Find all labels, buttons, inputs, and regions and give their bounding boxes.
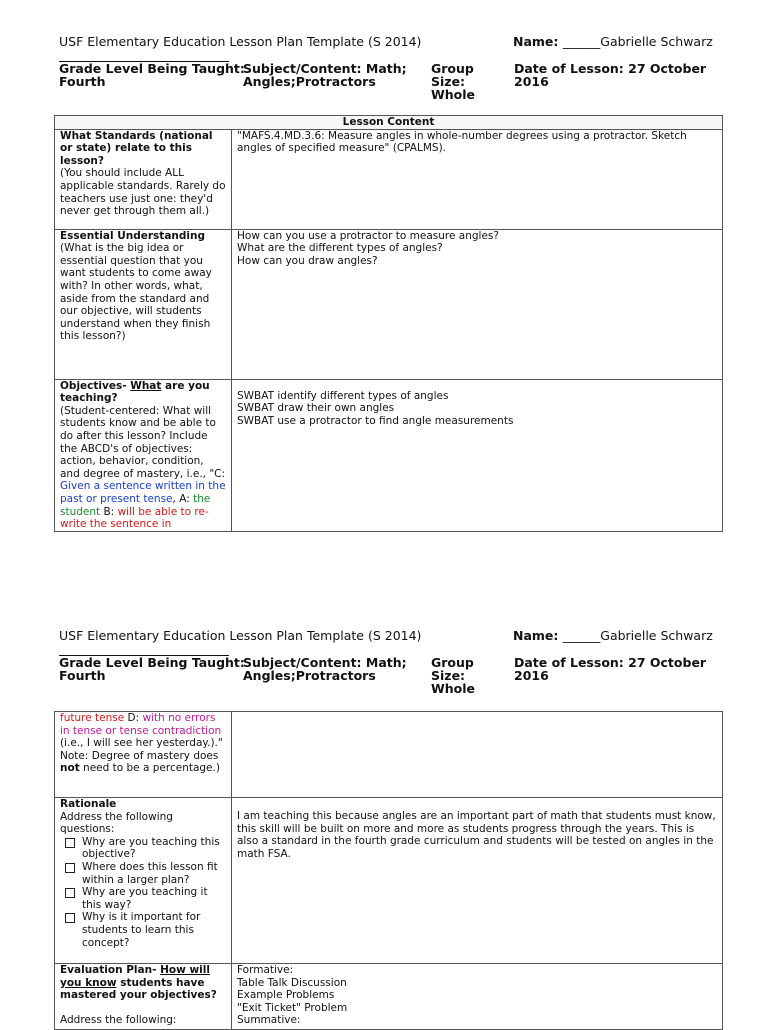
evaluation-label-post: students have mastered your objectives? (60, 976, 217, 1002)
lesson-content-heading: Lesson Content (55, 116, 723, 130)
standards-label: What Standards (national or state) relate to this lesson? (60, 129, 213, 167)
standards-note: (You should include ALL applicable standards. Rarely do teachers use just one: they'd never get through them all.) (60, 167, 226, 218)
group-size (431, 62, 475, 101)
essential-line: What are the different types of angles? (237, 242, 443, 255)
group-size (431, 656, 475, 695)
objective-line: SWBAT identify different types of angles (237, 389, 449, 402)
objective-line: SWBAT use a protractor to find angle measurements (237, 414, 514, 427)
objectives-behavior-text: will be able to re-write the sentence in (60, 505, 209, 531)
name-field (513, 34, 713, 49)
objectives-note (60, 405, 226, 530)
lesson-date (514, 656, 706, 682)
mastery-note-text: Note: Degree of mastery does (60, 749, 219, 762)
grade-label: Grade Level Being Taught: (59, 61, 245, 76)
mastery-note-text: need to be a percentage.) (79, 762, 220, 775)
size-label: Size: (431, 668, 466, 683)
objectives-label-pre: Objectives- (60, 379, 131, 392)
checklist-item (60, 911, 226, 949)
checkbox-icon (65, 913, 75, 923)
name-field (513, 628, 713, 643)
objectives-label-cell (55, 379, 232, 531)
checklist-item-label: Where does this lesson fit within a larger plan? (82, 860, 218, 886)
document-title: USF Elementary Education Lesson Plan Template (S 2014) (59, 34, 422, 49)
subject-label: Subject/Content: Math; (243, 61, 407, 76)
objectives-degree-text: with no errors in tense or tense contradiction (60, 712, 222, 737)
grade-label: Grade Level Being Taught: (59, 655, 245, 670)
name-value: Gabrielle Schwarz (600, 34, 713, 49)
subject-value: Angles;Protractors (243, 74, 376, 89)
name-label: Name: (513, 34, 559, 49)
checkbox-icon (65, 888, 75, 898)
essential-row (55, 229, 723, 379)
checklist-item-label: Why is it important for students to learn this concept? (82, 911, 201, 949)
date-label: Date of Lesson: 27 October (514, 61, 707, 76)
essential-content (232, 229, 723, 379)
grade-level (59, 656, 245, 682)
group-value: Whole (431, 87, 476, 102)
objectives-note-text: , A: (172, 492, 194, 505)
standards-content: "MAFS.4.MD.3.6: Measure angles in whole-number degrees using a protractor. Sketch angles of specified measure" (CPALMS). (232, 129, 723, 229)
rationale-content: I am teaching this because angles are an important part of math that students must know, this skill will be built on more and more as students progress through the years. This is also a standard in the fourth grade curriculum and students will be tested on angles in the math FSA. (232, 798, 723, 964)
lesson-content-table-continued (54, 711, 723, 1030)
mastery-note-not: not (60, 762, 80, 775)
objectives-continued-row (55, 712, 723, 798)
objectives-continued-content (232, 712, 723, 798)
size-label: Size: (431, 74, 466, 89)
name-label: Name: (513, 628, 559, 643)
objectives-continued-cell (55, 712, 232, 798)
evaluation-line: Table Talk Discussion (237, 976, 347, 989)
group-value: Whole (431, 681, 476, 696)
objectives-condition-text: Given a sentence written in the past or present tense (60, 480, 226, 505)
standards-label-cell (55, 129, 232, 229)
checkbox-icon (65, 838, 75, 848)
essential-label: Essential Understanding (60, 229, 205, 242)
objective-line: SWBAT draw their own angles (237, 402, 395, 415)
subject-content (243, 656, 407, 682)
evaluation-line: Summative: (237, 1014, 301, 1027)
evaluation-address: Address the following: (60, 1013, 177, 1026)
evaluation-label (60, 964, 217, 1001)
grade-value: Fourth (59, 668, 106, 683)
checkbox-icon (65, 863, 75, 873)
subject-label: Subject/Content: Math; (243, 655, 407, 670)
rationale-intro: Address the following questions: (60, 810, 173, 836)
essential-note: (What is the big idea or essential question that you want students to come away with? In other words, what, aside from the standard and our objective, will students understand when they finish this lesson?) (60, 242, 212, 343)
objectives-audience-text: the student (60, 492, 211, 518)
group-label: Group (431, 61, 474, 76)
evaluation-label-pre: Evaluation Plan- (60, 964, 161, 976)
objectives-note-text: B: (100, 505, 118, 518)
evaluation-line: "Exit Ticket" Problem (237, 1001, 348, 1014)
rationale-label-cell (55, 798, 232, 964)
standards-row (55, 129, 723, 229)
name-blank: ______ (562, 628, 601, 643)
checklist-item (60, 836, 226, 861)
evaluation-label-cell (55, 964, 232, 1030)
grade-value: Fourth (59, 74, 106, 89)
checklist-item (60, 886, 226, 911)
evaluation-line: Example Problems (237, 989, 335, 1002)
essential-label-cell (55, 229, 232, 379)
objectives-note-text: (i.e., I will see her yesterday.)." (60, 737, 223, 750)
name-blank: ______ (562, 34, 601, 49)
group-label: Group (431, 655, 474, 670)
checklist-item (60, 861, 226, 886)
checklist-item-label: Why are you teaching it this way? (82, 886, 208, 911)
date-value: 2016 (514, 74, 549, 89)
subject-value: Angles;Protractors (243, 668, 376, 683)
objectives-label-post: are you teaching? (60, 379, 210, 405)
objectives-content (232, 379, 723, 531)
name-value: Gabrielle Schwarz (600, 628, 713, 643)
lesson-date (514, 62, 706, 88)
evaluation-content (232, 964, 723, 1030)
date-value: 2016 (514, 668, 549, 683)
rationale-row (55, 798, 723, 964)
objectives-label (60, 380, 210, 405)
essential-line: How can you draw angles? (237, 254, 378, 267)
lesson-content-table (54, 115, 723, 532)
checklist-item-label: Why are you teaching this objective? (82, 835, 220, 861)
objectives-row (55, 379, 723, 531)
evaluation-label-underlined: How will you know (60, 964, 210, 989)
objectives-note-text: D: (124, 712, 143, 724)
essential-line: How can you use a protractor to measure angles? (237, 229, 499, 242)
objectives-label-what: What (130, 379, 162, 392)
evaluation-line: Formative: (237, 964, 294, 976)
date-label: Date of Lesson: 27 October (514, 655, 707, 670)
document-title: USF Elementary Education Lesson Plan Template (S 2014) (59, 628, 422, 643)
objectives-note-text: (Student-centered: What will students know and be able to do after this lesson? Include the ABCD's of objectives: action, behavior, condition, and degree of mastery, i.e., "C: (60, 404, 226, 480)
grade-level (59, 62, 245, 88)
evaluation-row (55, 964, 723, 1030)
subject-content (243, 62, 407, 88)
rationale-label: Rationale (60, 798, 117, 810)
rationale-checklist (60, 836, 226, 949)
objectives-behavior-text: future tense (60, 712, 125, 724)
